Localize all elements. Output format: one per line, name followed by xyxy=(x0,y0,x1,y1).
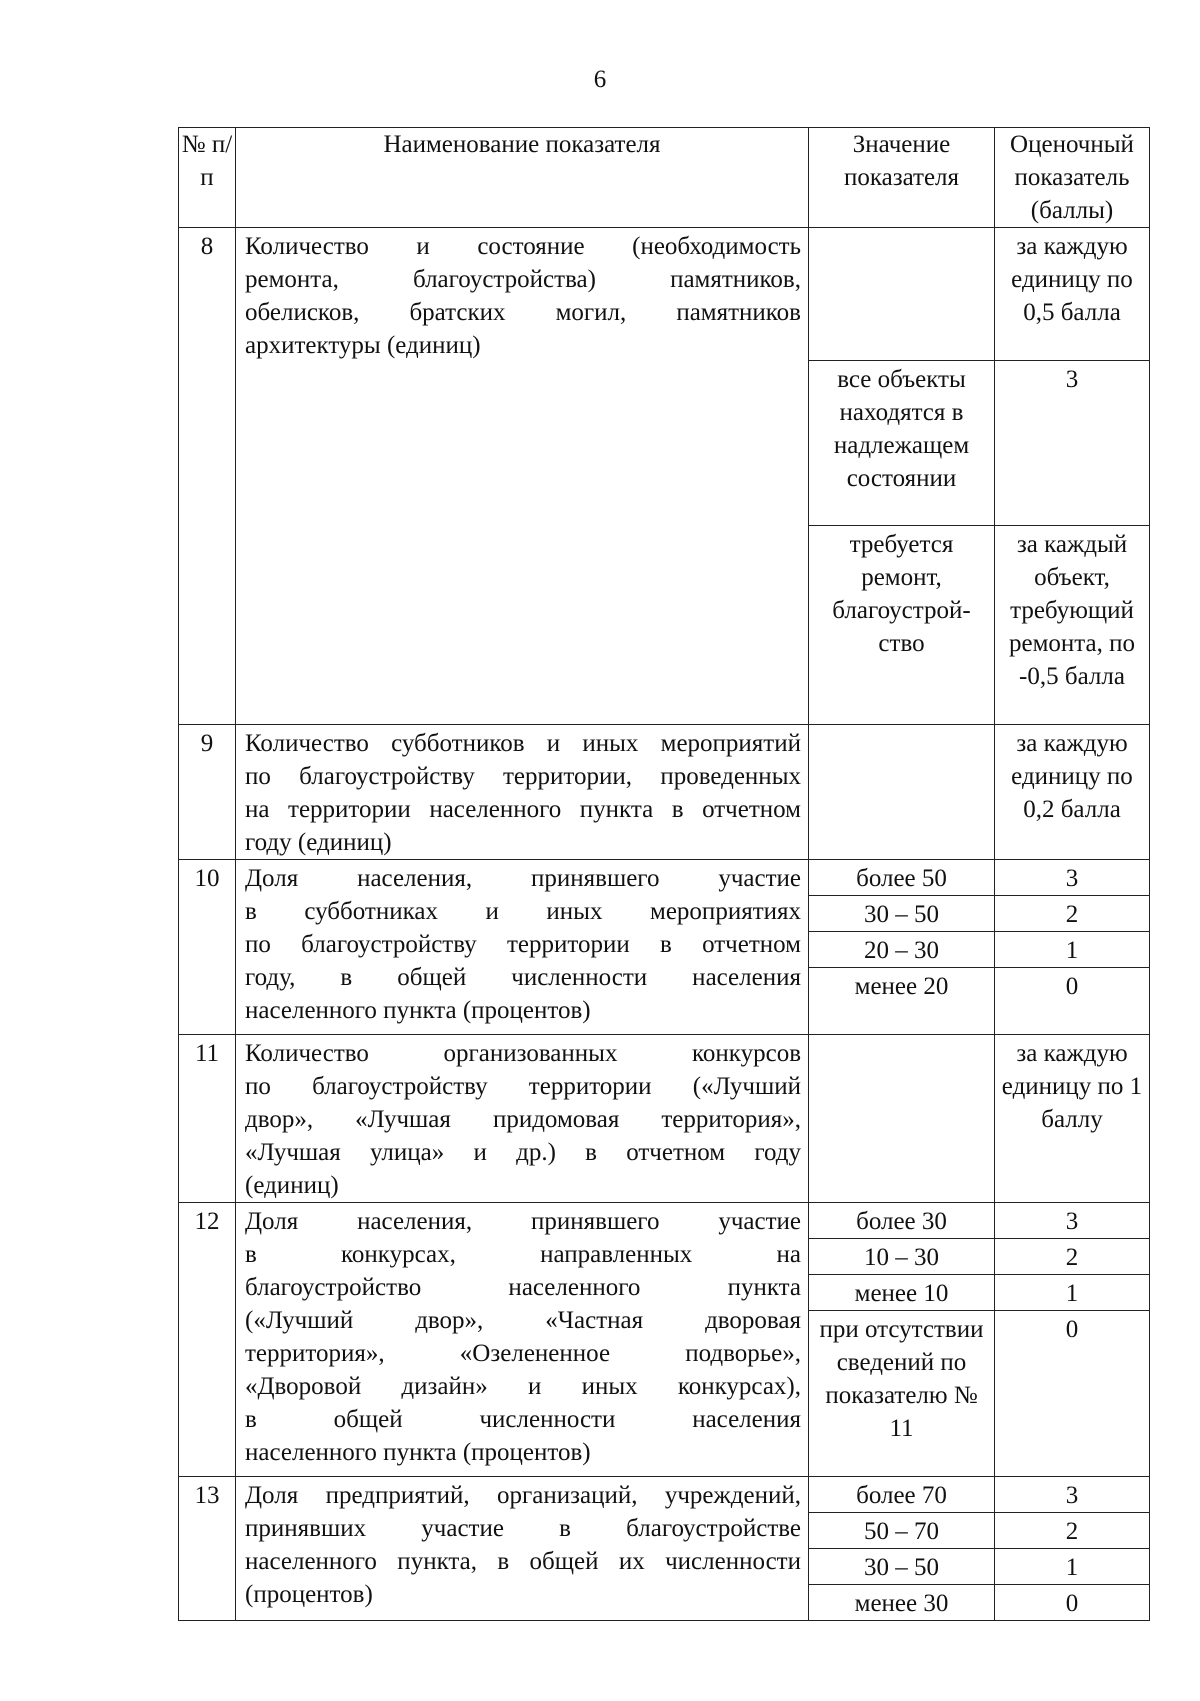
indicator-value xyxy=(809,725,995,860)
indicator-score: за каждую единицу по 1 баллу xyxy=(995,1035,1150,1203)
indicator-name-line: двор», «Лучшая придомовая территория», xyxy=(245,1106,801,1133)
indicator-score: 3 xyxy=(995,1477,1150,1513)
indicator-name-line: году (единиц) xyxy=(245,829,392,856)
indicator-name-line: Количество субботников и иных мероприятий xyxy=(245,730,801,757)
table-header-row xyxy=(179,128,1150,228)
header-score: Оценочный показатель (баллы) xyxy=(995,128,1150,228)
indicator-name-line: в субботниках и иных мероприятиях xyxy=(245,898,801,925)
table-row xyxy=(179,228,1150,361)
indicator-value xyxy=(809,228,995,361)
indicator-name-line: территория», «Озелененное подворье», xyxy=(245,1340,801,1367)
row-number: 12 xyxy=(179,1203,236,1477)
indicator-name-line: обелисков, братских могил, памятников xyxy=(245,299,801,326)
indicator-name-line: году, в общей численности населения xyxy=(245,964,801,991)
indicator-name-line: «Лучшая улица» и др.) в отчетном году xyxy=(245,1139,801,1166)
indicator-name xyxy=(236,860,809,1035)
row-number: 8 xyxy=(179,228,236,725)
row-number: 13 xyxy=(179,1477,236,1621)
indicator-score: за каждую единицу по 0,5 балла xyxy=(995,228,1150,361)
indicator-name xyxy=(236,1203,809,1477)
indicator-name-line: в общей численности населения xyxy=(245,1406,801,1433)
indicator-name-line: принявших участие в благоустройстве xyxy=(245,1515,801,1542)
indicator-name-line: Количество организованных конкурсов xyxy=(245,1040,801,1067)
indicator-name-line: населенного пункта (процентов) xyxy=(245,997,591,1024)
indicator-score: за каждую единицу по 0,2 балла xyxy=(995,725,1150,860)
indicators-table xyxy=(178,127,1150,1621)
table-row xyxy=(179,860,1150,896)
indicator-name-line: Доля населения, принявшего участие xyxy=(245,1208,801,1235)
indicator-value: 30 – 50 xyxy=(809,896,995,932)
header-name: Наименование показателя xyxy=(236,128,809,228)
table-row xyxy=(179,1203,1150,1239)
indicator-value: 50 – 70 xyxy=(809,1513,995,1549)
indicator-score: 0 xyxy=(995,968,1150,1035)
indicator-value: менее 30 xyxy=(809,1585,995,1621)
indicator-name-line: (процентов) xyxy=(245,1581,373,1608)
indicator-name-line: «Дворовой дизайн» и иных конкурсах), xyxy=(245,1373,801,1400)
row-number: 10 xyxy=(179,860,236,1035)
indicator-name-line: Доля предприятий, организаций, учреждений, xyxy=(245,1482,801,1509)
indicator-score: 3 xyxy=(995,860,1150,896)
indicator-value: более 50 xyxy=(809,860,995,896)
indicator-score: 1 xyxy=(995,1549,1150,1585)
indicator-score: 3 xyxy=(995,1203,1150,1239)
indicator-name-line: (единиц) xyxy=(245,1172,339,1199)
indicator-value: 10 – 30 xyxy=(809,1239,995,1275)
indicator-name xyxy=(236,725,809,860)
indicator-value: при отсутствии сведений по показателю № 11 xyxy=(809,1311,995,1477)
indicator-score: 3 xyxy=(995,361,1150,526)
indicator-name-line: ремонта, благоустройства) памятников, xyxy=(245,266,801,293)
header-num: № п/п xyxy=(179,128,236,228)
indicator-name xyxy=(236,1035,809,1203)
indicator-name-line: по благоустройству территории, проведенных xyxy=(245,763,801,790)
indicator-name-line: Количество и состояние (необходимость xyxy=(245,233,801,260)
indicator-name xyxy=(236,228,809,725)
indicator-name-line: («Лучший двор», «Частная дворовая xyxy=(245,1307,801,1334)
indicator-name-line: населенного пункта, в общей их численности xyxy=(245,1548,801,1575)
indicator-value: требуется ремонт, благоустрой-ство xyxy=(809,526,995,725)
page-number: 6 xyxy=(593,66,607,93)
indicator-value: более 70 xyxy=(809,1477,995,1513)
indicator-name-line: Доля населения, принявшего участие xyxy=(245,865,801,892)
row-number: 11 xyxy=(179,1035,236,1203)
header-value: Значение показателя xyxy=(809,128,995,228)
table-row xyxy=(179,1035,1150,1203)
indicator-value: менее 10 xyxy=(809,1275,995,1311)
indicator-value: 30 – 50 xyxy=(809,1549,995,1585)
indicator-score: 0 xyxy=(995,1311,1150,1477)
indicator-value: более 30 xyxy=(809,1203,995,1239)
indicator-value: 20 – 30 xyxy=(809,932,995,968)
indicator-score: 2 xyxy=(995,896,1150,932)
indicator-name-line: по благоустройству территории («Лучший xyxy=(245,1073,801,1100)
indicator-value: все объекты находятся в надлежащем состоянии xyxy=(809,361,995,526)
row-number: 9 xyxy=(179,725,236,860)
indicator-score: 1 xyxy=(995,1275,1150,1311)
indicator-name-line: архитектуры (единиц) xyxy=(245,332,481,359)
indicator-score: 2 xyxy=(995,1239,1150,1275)
indicator-name-line: на территории населенного пункта в отчетном xyxy=(245,796,801,823)
indicator-score: 2 xyxy=(995,1513,1150,1549)
indicator-name-line: населенного пункта (процентов) xyxy=(245,1439,591,1466)
indicator-name-line: благоустройство населенного пункта xyxy=(245,1274,801,1301)
indicator-score: 0 xyxy=(995,1585,1150,1621)
indicator-score: 1 xyxy=(995,932,1150,968)
indicator-score: за каждый объект, требующий ремонта, по -0,5 балла xyxy=(995,526,1150,725)
indicator-name xyxy=(236,1477,809,1621)
indicator-name-line: в конкурсах, направленных на xyxy=(245,1241,801,1268)
indicator-name-line: по благоустройству территории в отчетном xyxy=(245,931,801,958)
table-row xyxy=(179,1477,1150,1513)
indicator-value xyxy=(809,1035,995,1203)
table-row xyxy=(179,725,1150,860)
indicator-value: менее 20 xyxy=(809,968,995,1035)
